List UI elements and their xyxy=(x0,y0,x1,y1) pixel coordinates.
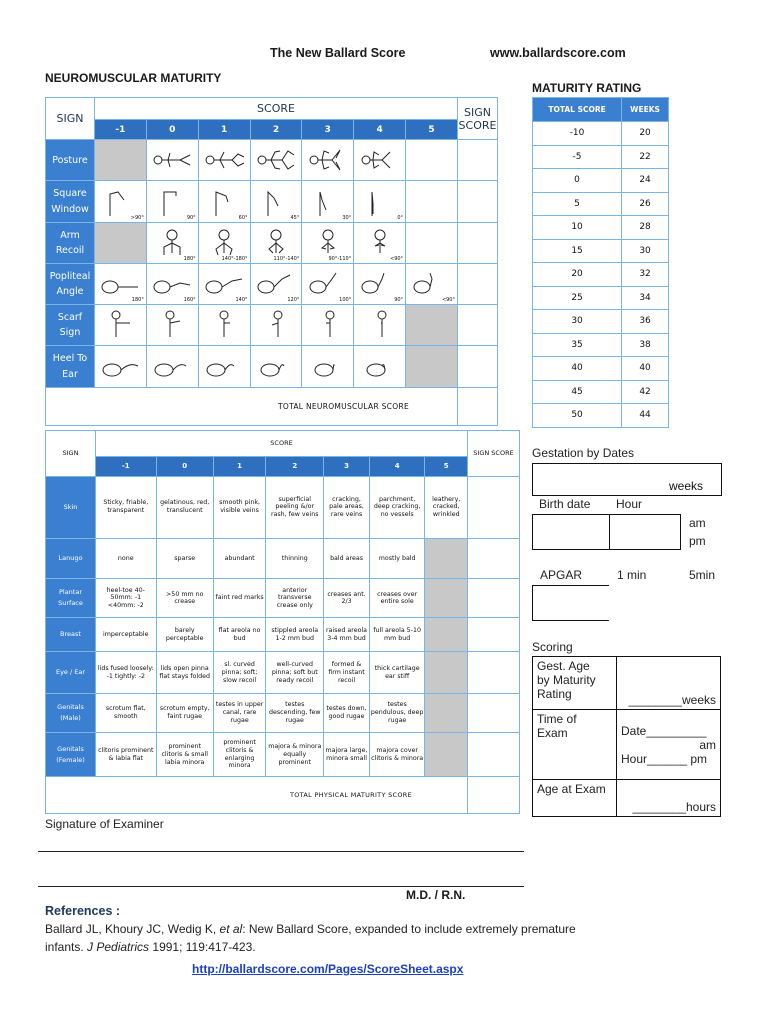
pm-sign-score-cell[interactable] xyxy=(468,694,520,733)
pm-criteria-cell: testes down, good rugae xyxy=(324,694,370,733)
heel-ear-2-icon xyxy=(250,346,302,387)
na-cell xyxy=(425,652,468,694)
total-physical-score[interactable] xyxy=(468,777,520,814)
na-cell xyxy=(406,346,458,387)
pm-criteria-cell: anterior transverse crease only xyxy=(266,579,324,618)
posture-0-icon xyxy=(146,140,198,181)
maturity-row xyxy=(533,380,669,404)
heel-ear-3-icon xyxy=(302,346,354,387)
apgar-1min-label: 1 min xyxy=(617,568,647,582)
exam-am-label: am xyxy=(699,738,716,752)
pm-criteria-cell: superficial peeling &/or rash, few veins xyxy=(266,477,324,538)
score-col-header: 0 xyxy=(146,120,198,140)
maturity-row xyxy=(533,263,669,287)
pm-criteria-cell: mostly bald xyxy=(369,538,425,579)
popliteal-5-icon: <90° xyxy=(406,263,458,304)
birth-hour-field[interactable] xyxy=(609,514,681,550)
weeks-cell: 42 xyxy=(622,380,669,404)
pm-score-col-header: 0 xyxy=(156,456,213,476)
pm-criteria-cell: gelatinous, red, translucent xyxy=(156,477,213,538)
score-col-header: 1 xyxy=(198,120,250,140)
pm-sign-header: SIGN xyxy=(46,431,96,477)
pm-criteria-cell: >50 mm no crease xyxy=(156,579,213,618)
hour-label: Hour xyxy=(616,497,643,511)
maturity-row xyxy=(533,333,669,357)
na-cell xyxy=(425,538,468,579)
neuromuscular-title: NEUROMUSCULAR MATURITY xyxy=(45,71,222,85)
age-at-exam-label: Age at Exam xyxy=(533,780,617,817)
heel-ear-4-icon xyxy=(354,346,406,387)
sign-score-cell[interactable] xyxy=(458,181,498,222)
pm-criteria-cell: well-curved pinna; soft but ready recoil xyxy=(266,652,324,694)
scarf-4-icon xyxy=(354,305,406,346)
pm-criteria-cell: lids fused loosely: -1 tightly: -2 xyxy=(96,652,157,694)
row-label-posture: Posture xyxy=(46,140,95,181)
total-score-cell: 15 xyxy=(533,239,622,263)
time-of-exam-field[interactable] xyxy=(617,710,721,780)
am-label: am xyxy=(689,516,706,530)
total-score-cell: 10 xyxy=(533,216,622,240)
pm-criteria-cell: testes in upper canal, rare rugae xyxy=(213,694,265,733)
pm-row xyxy=(46,618,520,652)
heel-ear-0-icon xyxy=(146,346,198,387)
pm-criteria-cell: sl. curved pinna; soft; slow recoil xyxy=(213,652,265,694)
pm-criteria-cell: heel-toe 40-50mm: -1 <40mm: -2 xyxy=(96,579,157,618)
pm-score-col-header: 1 xyxy=(213,456,265,476)
pm-row xyxy=(46,733,520,777)
pm-row xyxy=(46,694,520,733)
scarf-3-icon xyxy=(302,305,354,346)
posture-4-icon xyxy=(354,140,406,181)
score-col-header: 4 xyxy=(354,120,406,140)
total-score-cell: 25 xyxy=(533,286,622,310)
pm-criteria-cell: scrotum empty, faint rugae xyxy=(156,694,213,733)
reference-line-2: infants. J Pediatrics 1991; 119:417-423. xyxy=(45,940,256,954)
pm-criteria-cell: majora cover clitoris & minora xyxy=(369,733,425,777)
score-col-header: 5 xyxy=(406,120,458,140)
pm-criteria-cell: cracking, pale areas, rare veins xyxy=(324,477,370,538)
pm-score-col-header: 2 xyxy=(266,456,324,476)
physical-maturity-table xyxy=(45,430,520,814)
weeks-cell: 20 xyxy=(622,122,669,146)
pm-row-label: Genitals (Female) xyxy=(46,733,96,777)
total-score-cell: 0 xyxy=(533,169,622,193)
empty-cell xyxy=(406,140,458,181)
pm-criteria-cell: thick cartilage ear stiff xyxy=(369,652,425,694)
signature-line-2[interactable] xyxy=(38,886,524,887)
col-total-score: TOTAL SCORE xyxy=(533,98,622,122)
signature-line[interactable] xyxy=(38,851,524,852)
pm-sign-score-cell[interactable] xyxy=(468,538,520,579)
arm-recoil-1-icon: 140°-180° xyxy=(198,222,250,263)
scoresheet-link[interactable]: http://ballardscore.com/Pages/ScoreSheet.aspx xyxy=(192,962,464,976)
pm-sign-score-cell[interactable] xyxy=(468,579,520,618)
square-window-4-icon: 0° xyxy=(354,181,406,222)
total-neuromuscular-label: TOTAL NEUROMUSCULAR SCORE xyxy=(46,387,458,425)
scarf-1-icon xyxy=(198,305,250,346)
score-col-header: -1 xyxy=(95,120,147,140)
birth-date-label: Birth date xyxy=(539,497,591,511)
md-rn-label: M.D. / R.N. xyxy=(406,888,466,902)
sign-score-cell[interactable] xyxy=(458,140,498,181)
pm-score-col-header: 5 xyxy=(425,456,468,476)
weeks-cell: 24 xyxy=(622,169,669,193)
arm-recoil-2-icon: 110°-140° xyxy=(250,222,302,263)
pm-criteria-cell: testes pendulous, deep rugae xyxy=(369,694,425,733)
score-header: SCORE xyxy=(95,98,458,120)
maturity-row xyxy=(533,357,669,381)
pm-score-col-header: 3 xyxy=(324,456,370,476)
pm-score-col-header: 4 xyxy=(369,456,425,476)
empty-cell xyxy=(406,181,458,222)
exam-date-field[interactable]: Date_________ xyxy=(621,724,707,738)
gestation-weeks-field[interactable] xyxy=(532,463,722,496)
arm-recoil-4-icon: <90° xyxy=(354,222,406,263)
square-window-0-icon: 90° xyxy=(146,181,198,222)
pm-criteria-cell: formed & firm instant recoil xyxy=(324,652,370,694)
pm-row xyxy=(46,538,520,579)
total-score-cell: 30 xyxy=(533,310,622,334)
pm-criteria-cell: imperceptable xyxy=(96,618,157,652)
pm-criteria-cell: raised areola 3-4 mm bud xyxy=(324,618,370,652)
weeks-cell: 36 xyxy=(622,310,669,334)
total-score-cell: 20 xyxy=(533,263,622,287)
total-score-cell: 5 xyxy=(533,192,622,216)
pm-row-label: Lanugo xyxy=(46,538,96,579)
weeks-cell: 22 xyxy=(622,145,669,169)
pm-sign-score-cell[interactable] xyxy=(468,477,520,538)
total-score-cell: 45 xyxy=(533,380,622,404)
pm-criteria-cell: prominent clitoris & enlarging minora xyxy=(213,733,265,777)
pm-sign-score-header: SIGN SCORE xyxy=(468,431,520,477)
sign-score-cell[interactable] xyxy=(458,346,498,387)
apgar-5min-field[interactable] xyxy=(683,585,723,621)
popliteal-m1-icon: 180° xyxy=(95,263,147,304)
na-cell xyxy=(425,618,468,652)
score-col-header: 3 xyxy=(302,120,354,140)
popliteal-4-icon: 90° xyxy=(354,263,406,304)
pm-row-label: Breast xyxy=(46,618,96,652)
scarf-m1-icon xyxy=(95,305,147,346)
maturity-row xyxy=(533,310,669,334)
gest-age-label: Gest. Age by Maturity Rating xyxy=(533,657,617,710)
pm-row xyxy=(46,477,520,538)
na-cell xyxy=(95,140,147,181)
apgar-label: APGAR xyxy=(540,568,583,582)
age-at-exam-field[interactable]: ________hours xyxy=(617,780,721,817)
pm-criteria-cell: clitoris prominent & labia flat xyxy=(96,733,157,777)
pm-criteria-cell: sparse xyxy=(156,538,213,579)
pm-row xyxy=(46,652,520,694)
weeks-cell: 34 xyxy=(622,286,669,310)
popliteal-0-icon: 160° xyxy=(146,263,198,304)
neuromuscular-table xyxy=(45,97,498,426)
pm-criteria-cell: thinning xyxy=(266,538,324,579)
pm-criteria-cell: barely perceptable xyxy=(156,618,213,652)
pm-row-label: Eye / Ear xyxy=(46,652,96,694)
square-window-1-icon: 60° xyxy=(198,181,250,222)
sign-score-cell[interactable] xyxy=(458,305,498,346)
pm-criteria-cell: creases ant. 2/3 xyxy=(324,579,370,618)
apgar-5min-label: 5min xyxy=(689,568,716,582)
time-of-exam-label: Time of Exam xyxy=(533,710,617,780)
weeks-cell: 26 xyxy=(622,192,669,216)
pm-criteria-cell: abundant xyxy=(213,538,265,579)
weeks-cell: 28 xyxy=(622,216,669,240)
square-window-2-icon: 45° xyxy=(250,181,302,222)
row-label-heel-to-ear: Heel To Ear xyxy=(46,346,95,387)
total-score-cell: 40 xyxy=(533,357,622,381)
pm-row xyxy=(46,579,520,618)
popliteal-1-icon: 140° xyxy=(198,263,250,304)
sign-score-cell[interactable] xyxy=(458,263,498,304)
pm-criteria-cell: testes descending, few rugae xyxy=(266,694,324,733)
popliteal-3-icon: 100° xyxy=(302,263,354,304)
references-heading: References : xyxy=(45,904,121,918)
pm-criteria-cell: lids open pinna flat stays folded xyxy=(156,652,213,694)
scoring-table xyxy=(532,656,721,817)
sign-score-cell[interactable] xyxy=(458,222,498,263)
sign-header: SIGN xyxy=(46,98,95,140)
sign-score-header-line1: SIGN xyxy=(464,105,491,119)
weeks-cell: 40 xyxy=(622,357,669,381)
pm-criteria-cell: majora large, minora small xyxy=(324,733,370,777)
pm-criteria-cell: parchment, deep cracking, no vessels xyxy=(369,477,425,538)
heel-ear-1-icon xyxy=(198,346,250,387)
sign-score-header-line2: SCORE xyxy=(458,118,497,132)
pm-score-header: SCORE xyxy=(96,431,468,457)
maturity-rating-table xyxy=(532,97,669,428)
col-weeks: WEEKS xyxy=(622,98,669,122)
row-label-arm-recoil: Arm Recoil xyxy=(46,222,95,263)
weeks-cell: 30 xyxy=(622,239,669,263)
heel-ear-m1-icon xyxy=(95,346,147,387)
sign-score-header xyxy=(458,98,498,140)
exam-hour-field[interactable]: Hour______ pm xyxy=(621,752,708,766)
total-score-cell: 50 xyxy=(533,404,622,428)
scarf-0-icon xyxy=(146,305,198,346)
pm-score-col-header: -1 xyxy=(96,456,157,476)
pm-row-label: Plantar Surface xyxy=(46,579,96,618)
square-window-3-icon: 30° xyxy=(302,181,354,222)
pm-row-label: Skin xyxy=(46,477,96,538)
arm-recoil-3-icon: 90°-110° xyxy=(302,222,354,263)
page-title: The New Ballard Score xyxy=(270,46,406,60)
pm-criteria-cell: flat areola no bud xyxy=(213,618,265,652)
scoring-title: Scoring xyxy=(532,640,573,654)
na-cell xyxy=(425,694,468,733)
weeks-cell: 44 xyxy=(622,404,669,428)
pm-row-label: Genitals (Male) xyxy=(46,694,96,733)
na-cell xyxy=(425,579,468,618)
total-score-cell: 35 xyxy=(533,333,622,357)
pm-criteria-cell: smooth pink, visible veins xyxy=(213,477,265,538)
posture-3-icon xyxy=(302,140,354,181)
pm-criteria-cell: faint red marks xyxy=(213,579,265,618)
pm-criteria-cell: majora & minora equally prominent xyxy=(266,733,324,777)
arm-recoil-0-icon: 180° xyxy=(146,222,198,263)
row-label-popliteal-angle: Popliteal Angle xyxy=(46,263,95,304)
score-col-header: 2 xyxy=(250,120,302,140)
popliteal-2-icon: 120° xyxy=(250,263,302,304)
posture-2-icon xyxy=(250,140,302,181)
gest-age-weeks-field[interactable]: ________weeks xyxy=(617,657,721,710)
gestation-title: Gestation by Dates xyxy=(532,446,635,460)
total-score-cell: -10 xyxy=(533,122,622,146)
posture-1-icon xyxy=(198,140,250,181)
pm-criteria-cell: prominent clitoris & small labia minora xyxy=(156,733,213,777)
pm-criteria-cell: stippled areola 1-2 mm bud xyxy=(266,618,324,652)
apgar-1min-field[interactable] xyxy=(609,585,683,621)
pm-criteria-cell: leathery, cracked, wrinkled xyxy=(425,477,468,538)
pm-criteria-cell: full areola 5-10 mm bud xyxy=(369,618,425,652)
row-label-square-window: Square Window xyxy=(46,181,95,222)
pm-criteria-cell: creases over entire sole xyxy=(369,579,425,618)
na-cell xyxy=(95,222,147,263)
weeks-cell: 32 xyxy=(622,263,669,287)
signature-label: Signature of Examiner xyxy=(45,817,164,831)
maturity-row xyxy=(533,169,669,193)
pm-criteria-cell: scrotum flat, smooth xyxy=(96,694,157,733)
total-neuromuscular-score[interactable] xyxy=(458,387,498,425)
na-cell xyxy=(406,305,458,346)
maturity-row xyxy=(533,216,669,240)
weeks-cell: 38 xyxy=(622,333,669,357)
weeks-label: weeks xyxy=(668,479,703,493)
maturity-row xyxy=(533,286,669,310)
maturity-row xyxy=(533,122,669,146)
maturity-row xyxy=(533,404,669,428)
na-cell xyxy=(425,733,468,777)
reference-line-1: Ballard JL, Khoury JC, Wedig K, et al: New Ballard Score, expanded to include extremely premature xyxy=(45,922,576,936)
pm-criteria-cell: bald areas xyxy=(324,538,370,579)
maturity-row xyxy=(533,145,669,169)
maturity-row xyxy=(533,192,669,216)
square-window-m1-icon: >90° xyxy=(95,181,147,222)
total-physical-label: TOTAL PHYSICAL MATURITY SCORE xyxy=(46,777,468,814)
total-score-cell: -5 xyxy=(533,145,622,169)
pm-criteria-cell: none xyxy=(96,538,157,579)
pm-sign-score-cell[interactable] xyxy=(468,618,520,652)
pm-criteria-cell: Sticky, friable, transparent xyxy=(96,477,157,538)
website-label: www.ballardscore.com xyxy=(490,46,626,60)
empty-cell xyxy=(406,222,458,263)
pm-sign-score-cell[interactable] xyxy=(468,652,520,694)
birth-date-field[interactable] xyxy=(532,514,610,550)
maturity-rating-title: MATURITY RATING xyxy=(532,81,642,95)
scarf-2-icon xyxy=(250,305,302,346)
maturity-row xyxy=(533,239,669,263)
pm-sign-score-cell[interactable] xyxy=(468,733,520,777)
pm-label: pm xyxy=(689,534,706,548)
row-label-scarf-sign: Scarf Sign xyxy=(46,305,95,346)
